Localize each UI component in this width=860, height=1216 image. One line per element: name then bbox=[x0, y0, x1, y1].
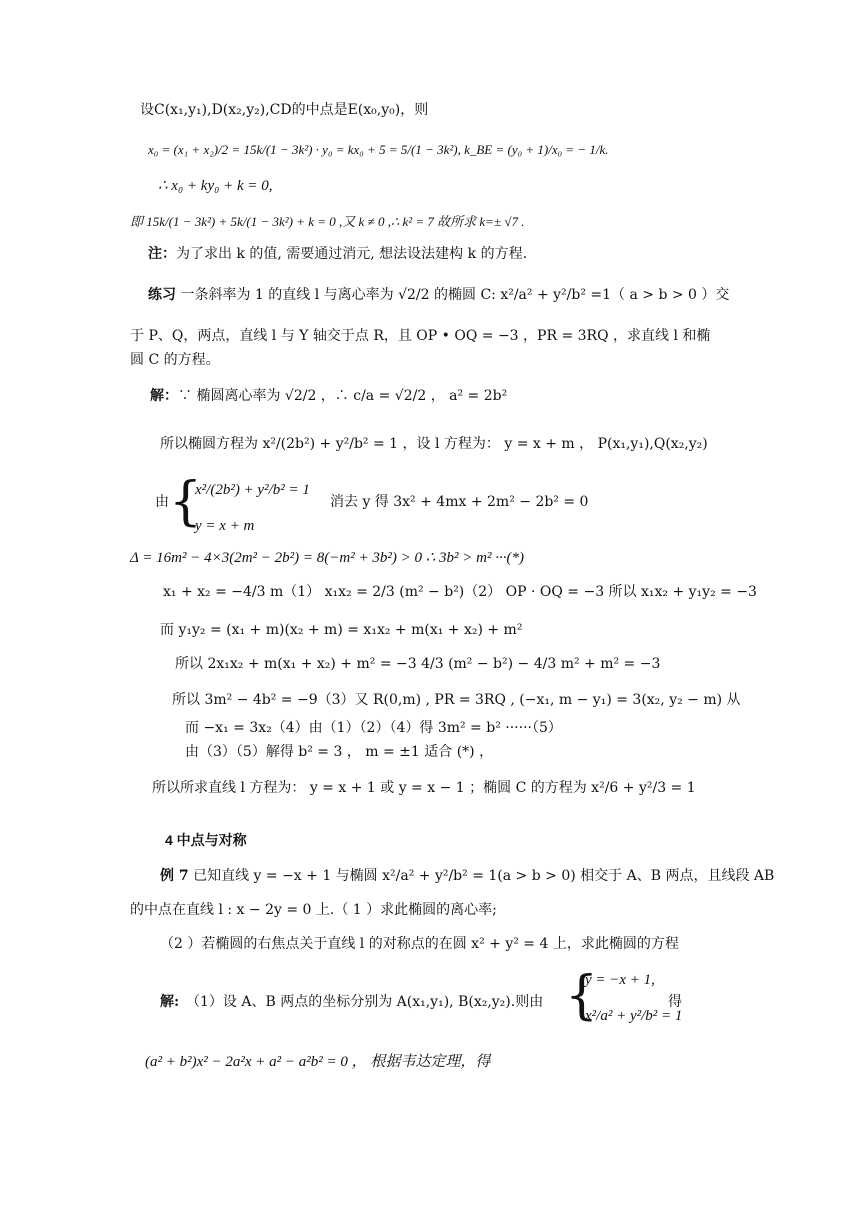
system-result: 消去 y 得 3x² + 4mx + 2m² − 2b² = 0 bbox=[330, 494, 589, 510]
equation-line: Δ = 16m² − 4×3(2m² − 2b²) = 8(−m² + 3b²) > 0 ∴ 3b² > m² ···(*) bbox=[130, 550, 524, 566]
exercise-text: 一条斜率为 1 的直线 l 与离心率为 √2/2 的椭圆 C: x²/a² + y²/b² =1（ a > b > 0 ）交 bbox=[180, 287, 730, 303]
text-line: x₁ + x₂ = −4/3 m（1） x₁x₂ = 2/3 (m² − b²)（2） OP · OQ = −3 所以 x₁x₂ + y₁y₂ = −3 bbox=[163, 584, 757, 600]
system-eq-2: x²/a² + y²/b² = 1 bbox=[585, 1008, 683, 1024]
note-label: 注： bbox=[148, 246, 176, 262]
text-line: 所以 3m² − 4b² = −9（3）又 R(0,m) , PR = 3RQ , (−x₁, m − y₁) = 3(x₂, y₂ − m) 从 bbox=[172, 692, 741, 708]
equation-system bbox=[155, 470, 715, 536]
exercise-line bbox=[148, 285, 729, 305]
solution-text: ∵ 椭圆离心率为 √2/2 ，∴ c/a = √2/2 ， a² = 2b² bbox=[178, 388, 508, 404]
left-brace: { bbox=[565, 966, 599, 1026]
equation-line: 即 15k/(1 − 3k²) + 5k/(1 − 3k²) + k = 0 ,又 k ≠ 0 ,∴ k² = 7 故所求 k=± √7 . bbox=[130, 214, 525, 229]
text-line: 圆 C 的方程。 bbox=[130, 352, 220, 368]
solution-text: （1）设 A、B 两点的坐标分别为 A(x₁,y₁), B(x₂,y₂).则由 bbox=[186, 994, 544, 1010]
left-brace: { bbox=[169, 472, 203, 532]
solution-label: 解： bbox=[150, 388, 178, 404]
text-line: （2 ）若椭圆的右焦点关于直线 l 的对称点的在圆 x² + y² = 4 上，求此椭圆的方程 bbox=[160, 936, 679, 952]
equation-line: ∴ x₀ + ky₀ + k = 0, bbox=[158, 178, 273, 194]
solution-system bbox=[160, 962, 720, 1032]
system-eq-1: y = −x + 1, bbox=[585, 972, 655, 988]
system-prefix: 由 bbox=[155, 494, 169, 510]
solution-line bbox=[150, 386, 507, 406]
note-text: 为了求出 k 的值, 需要通过消元, 想法设法建构 k 的方程. bbox=[176, 246, 528, 262]
system-result: 得 bbox=[668, 994, 682, 1010]
system-eq-2: y = x + m bbox=[195, 518, 255, 534]
text-line: 由（3）（5）解得 b² = 3 ， m = ±1 适合 (*) ， bbox=[185, 744, 494, 760]
example-line bbox=[160, 866, 774, 886]
text-line: 所以椭圆方程为 x²/(2b²) + y²/b² = 1 ，设 l 方程为： y = x + m ， P(x₁,y₁),Q(x₂,y₂) bbox=[160, 436, 708, 452]
text-line: 的中点在直线 l : x − 2y = 0 上.（ 1 ）求此椭圆的离心率; bbox=[130, 902, 497, 918]
example-label: 例 7 bbox=[160, 868, 189, 884]
equation-line: x₀ = (x₁ + x₂)/2 = 15k/(1 − 3k²) · y₀ = kx₀ + 5 = 5/(1 − 3k²), k_BE = (y₀ + 1)/x₀ = − 1/k. bbox=[148, 142, 609, 157]
exercise-label: 练习 bbox=[148, 287, 176, 303]
text-line: 所以所求直线 l 方程为： y = x + 1 或 y = x − 1 ；椭圆 C 的方程为 x²/6 + y²/3 = 1 bbox=[152, 780, 696, 796]
note-line bbox=[148, 244, 527, 264]
equation-line: (a² + b²)x² − 2a²x + a² − a²b² = 0 ， 根据韦达定理，得 bbox=[145, 1054, 491, 1070]
system-eq-1: x²/(2b²) + y²/b² = 1 bbox=[195, 482, 310, 498]
text-line: 而 y₁y₂ = (x₁ + m)(x₂ + m) = x₁x₂ + m(x₁ + x₂) + m² bbox=[160, 622, 523, 638]
solution-label: 解: bbox=[160, 994, 180, 1010]
section-heading: 4 中点与对称 bbox=[165, 832, 247, 848]
text-line: 而 −x₁ = 3x₂（4）由（1）（2）（4）得 3m² = b² ······（5） bbox=[185, 720, 562, 736]
example-text: 已知直线 y = −x + 1 与椭圆 x²/a² + y²/b² = 1(a > b > 0) 相交于 A、B 两点，且线段 AB bbox=[193, 868, 775, 884]
text-line: 于 P、Q，两点，直线 l 与 Y 轴交于点 R，且 OP • OQ = −3 ，PR = 3RQ ，求直线 l 和椭 bbox=[130, 328, 711, 344]
text-line: 所以 2x₁x₂ + m(x₁ + x₂) + m² = −3 4/3 (m² − b²) − 4/3 m² + m² = −3 bbox=[175, 656, 661, 672]
text-line: 设C(x₁,y₁),D(x₂,y₂),CD的中点是E(x₀,y₀)，则 bbox=[140, 102, 429, 118]
